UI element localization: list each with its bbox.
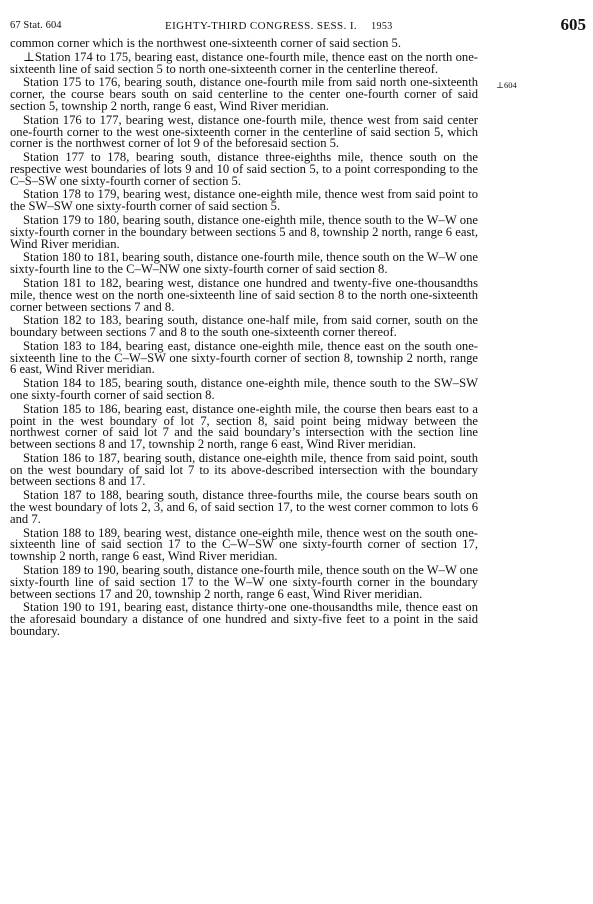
header-year: 1953 (371, 21, 393, 32)
running-title (165, 20, 393, 32)
paragraph-station-190: Station 190 to 191, bearing east, distance thirty-one one-thousandths mile, thence east on the aforesaid boundary a distance of one hundred and sixty-five feet to a point in the said boundary. (10, 600, 478, 638)
running-header (10, 15, 586, 38)
paragraph-continuation: common corner which is the northwest one-sixteenth corner of said section 5. (10, 36, 401, 50)
page-number: 605 (560, 15, 586, 34)
paragraph-station-176: Station 176 to 177, bearing west, distance one-fourth mile, thence west from said center one-fourth corner to the west one-sixteenth corner in the centerline of said section 5, which corner is the northwest corner of lot 9 of the beforesaid section 5. (10, 112, 478, 151)
paragraph-station-184: Station 184 to 185, bearing south, distance one-eighth mile, thence south to the SW–SW one sixty-fourth corner of said section 8. (10, 376, 478, 403)
running-title-text: EIGHTY-THIRD CONGRESS. SESS. I. (165, 20, 358, 32)
paragraph-station-175: Station 175 to 176, bearing south, distance one-fourth mile from said north one-sixteenth corner, the course bears south on said centerline to the center one-fourth corner of said section 5, township 2 north, range 6 east, Wind River meridian. (10, 75, 478, 113)
paragraph-station-180: Station 180 to 181, bearing south, distance one-fourth mile, thence south on the W–W one sixty-fourth line to the C–W–NW one sixty-fourth corner of said section 8. (10, 250, 478, 277)
paragraph-station-181: Station 181 to 182, bearing west, distance one hundred and twenty-five one-thousandths mile, thence west on the north one-sixteenth line of said section 8 to the north one-sixteenth corner between sections 7 and 8. (10, 276, 478, 314)
paragraph-station-183: Station 183 to 184, bearing east, distance one-eighth mile, thence east on the south one-sixteenth line to the C–W–SW one sixty-fourth corner of section 8, township 2 north, range 6 east, Wind River meridian. (10, 338, 478, 377)
paragraph-station-179: Station 179 to 180, bearing south, distance one-eighth mile, thence south to the W–W one sixty-fourth corner in the boundary between sections 5 and 8, township 2 north, range 6 east, Wind River meridian. (10, 213, 478, 251)
paragraph-station-187: Station 187 to 188, bearing south, distance three-fourths mile, the course bears south on the west boundary of lots 2, 3, and 6, of said section 17, to the west corner common to lots 6 and 7. (10, 488, 478, 526)
paragraph-station-185: Station 185 to 186, bearing east, distance one-eighth mile, the course then bears east to a point in the west boundary of lot 7, section 8, said point being midway between the northwest corner of said lot 7 and the said boundary’s intersection with the section line between sections 8 and 17, township 2 north, range 6 east, Wind River meridian. (10, 401, 478, 452)
margin-page-reference: ⊥604 (496, 80, 517, 90)
paragraph-station-177: Station 177 to 178, bearing south, distance three-eighths mile, thence south on the respective west boundaries of lots 9 and 10 of said section 5, to a point corresponding to the C–S–SW one sixty-fourth corner of section 5. (10, 150, 478, 188)
paragraph-station-178: Station 178 to 179, bearing west, distance one-eighth mile, thence west from said point to the SW–SW one sixty-fourth corner of said section 5. (10, 187, 478, 214)
paragraph-station-182: Station 182 to 183, bearing south, distance one-half mile, from said corner, south on the boundary between sections 7 and 8 to the south one-sixteenth corner thereof. (10, 313, 478, 340)
paragraph-station-174: ⊥Station 174 to 175, bearing east, distance one-fourth mile, thence east on the north one-sixteenth line of said section 5 to north one-sixteenth corner in the centerline thereof. (10, 49, 478, 76)
paragraph-station-189: Station 189 to 190, bearing south, distance one-fourth mile, thence south on the W–W one sixty-fourth line of said section 17 to the W–W one sixty-fourth corner in the boundary between sections 17 and 20, township 2 north, range 6 east, Wind River meridian. (10, 563, 478, 601)
paragraph-station-186: Station 186 to 187, bearing south, distance one-eighth mile, thence from said point, south on the west boundary of said lot 7 to its above-described intersection with the boundary between sections 8 and 17. (10, 450, 478, 489)
body-text (10, 38, 478, 640)
statute-citation: 67 Stat. 604 (10, 20, 62, 31)
paragraph-station-188: Station 188 to 189, bearing west, distance one-eighth mile, thence west on the south one-sixteenth line of said section 17 to the C–W–SW one sixty-fourth corner of section 17, township 2 north, range 6 east, Wind River meridian. (10, 525, 478, 564)
